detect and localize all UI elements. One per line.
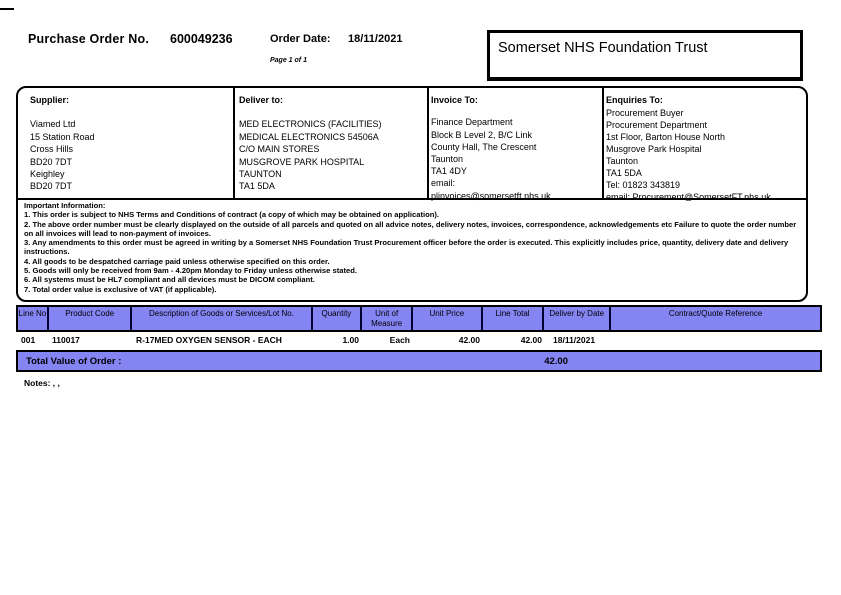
- important-information-label: Important Information:: [24, 201, 106, 210]
- col-header-line-no: Line No: [18, 307, 49, 330]
- cell-product-code: 110017: [52, 335, 80, 345]
- supplier-address-line: BD20 7DT: [30, 181, 73, 192]
- order-line-row: [16, 332, 822, 345]
- cell-deliver-by-date: 18/11/2021: [553, 335, 596, 345]
- important-information-item: 5. Goods will only be received from 9am - 4.20pm Monday to Friday unless otherwise stated.: [24, 266, 357, 276]
- order-lines-table: [16, 305, 822, 345]
- supplier-address-line: Viamed Ltd: [30, 119, 76, 130]
- important-information-section: [24, 201, 804, 294]
- enquiries-line: Musgrove Park Hospital: [606, 144, 702, 154]
- invoice-address-line: Taunton: [431, 154, 464, 165]
- column-divider: [602, 88, 604, 198]
- deliver-to-address-block: [239, 94, 421, 193]
- page-crop-mark: [0, 8, 14, 10]
- cell-unit-price: 42.00: [458, 335, 480, 345]
- enquiries-email: email: Procurement@SomersetFT.nhs.uk: [606, 192, 771, 202]
- notes-label: Notes: , ,: [24, 378, 60, 388]
- cell-line-total: 42.00: [520, 335, 542, 345]
- col-header-line-total: Line Total: [483, 307, 545, 330]
- col-header-quantity: Quantity: [313, 307, 363, 330]
- cell-quantity: 1.00: [342, 335, 359, 345]
- important-information-item: 2. The above order number must be clearly displayed on the outside of all parcels and quoted on all advice notes, delivery notes, invoices, correspondence, acknowledgements etc Failure to quote the order number on all invoices will lead to non-payment of invoices.: [24, 219, 797, 238]
- cell-line-no: 001: [21, 335, 36, 345]
- supplier-address-line: Keighley: [30, 169, 65, 180]
- invoice-to-label: Invoice To:: [431, 95, 478, 105]
- deliver-address-line: TAUNTON: [239, 169, 282, 180]
- deliver-address-line: MEDICAL ELECTRONICS 54506A: [239, 131, 379, 142]
- supplier-address-line: BD20 7DT: [30, 156, 73, 167]
- important-information-item: 1. This order is subject to NHS Terms and Conditions of contract (a copy of which may be obtained on application).: [24, 210, 440, 220]
- enquiries-line: 1st Floor, Barton House North: [606, 132, 726, 142]
- col-header-contract-quote-reference: Contract/Quote Reference: [668, 309, 763, 318]
- enquiries-line: Taunton: [606, 156, 639, 166]
- order-date-label: Order Date:: [270, 33, 331, 45]
- invoice-to-address-block: [431, 94, 597, 202]
- enquiries-phone: Tel: 01823 343819: [606, 180, 681, 190]
- order-total-bar: [16, 350, 822, 372]
- page-number: Page 1 of 1: [270, 57, 307, 64]
- enquiries-line: Procurement Buyer: [606, 108, 684, 118]
- supplier-address-line: 15 Station Road: [30, 131, 95, 142]
- invoice-address-line: Block B Level 2, B/C Link: [431, 129, 533, 140]
- supplier-address-line: Cross Hills: [30, 144, 74, 155]
- col-header-description: Description of Goods or Services/Lot No.: [132, 307, 312, 330]
- trust-name: Somerset NHS Foundation Trust: [498, 40, 708, 56]
- enquiries-line: TA1 5DA: [606, 168, 642, 178]
- column-divider: [233, 88, 235, 198]
- important-information-item: 3. Any amendments to this order must be agreed in writing by a Somerset NHS Foundation Trust Procurement officer before the order is executed. This explicitly includes price, quantity, delivery date and delivery instructions.: [24, 238, 789, 257]
- col-header-product-code: Product Code: [49, 307, 133, 330]
- col-header-unit-price: Unit Price: [413, 307, 483, 330]
- col-header-deliver-by-date: Deliver by Date: [544, 307, 611, 330]
- deliver-to-label: Deliver to:: [239, 95, 284, 105]
- table-header-row: [16, 305, 822, 332]
- total-value-amount: 42.00: [544, 356, 568, 367]
- cell-unit-of-measure: Each: [389, 335, 410, 345]
- invoice-address-line: TA1 4DY: [431, 166, 467, 177]
- invoice-address-line: County Hall, The Crescent: [431, 141, 537, 152]
- purchase-order-number-label: Purchase Order No.: [28, 32, 150, 46]
- invoice-address-line: Finance Department: [431, 117, 513, 128]
- cell-description: R-17MED OXYGEN SENSOR - EACH: [136, 335, 282, 345]
- important-information-item: 4. All goods to be despatched carriage paid unless otherwise specified on this order.: [24, 256, 330, 266]
- col-header-unit-of-measure: Unit of Measure: [362, 307, 413, 330]
- deliver-address-line: MED ELECTRONICS (FACILITIES): [239, 119, 382, 130]
- enquiries-to-label: Enquiries To:: [606, 95, 663, 105]
- order-date-value: 18/11/2021: [348, 33, 403, 45]
- invoice-email: plinvoices@somersetft.nhs.uk: [431, 190, 551, 201]
- invoice-address-line: email:: [431, 178, 456, 189]
- deliver-address-line: TA1 5DA: [239, 181, 275, 192]
- deliver-address-line: MUSGROVE PARK HOSPITAL: [239, 156, 365, 167]
- supplier-label: Supplier:: [30, 95, 70, 105]
- deliver-address-line: C/O MAIN STORES: [239, 144, 320, 155]
- column-divider: [427, 88, 429, 198]
- order-info-box: [16, 86, 808, 302]
- total-value-label: Total Value of Order :: [26, 356, 122, 367]
- trust-name-box: [487, 30, 803, 81]
- enquiries-to-address-block: [606, 94, 804, 203]
- purchase-order-number-value: 600049236: [170, 32, 233, 46]
- supplier-address-block: [30, 94, 226, 193]
- enquiries-line: Procurement Department: [606, 120, 708, 130]
- important-information-item: 7. Total order value is exclusive of VAT (if applicable).: [24, 284, 217, 294]
- important-information-item: 6. All systems must be HL7 compliant and all devices must be DICOM compliant.: [24, 275, 315, 285]
- cell-contract-quote-reference: [612, 334, 822, 345]
